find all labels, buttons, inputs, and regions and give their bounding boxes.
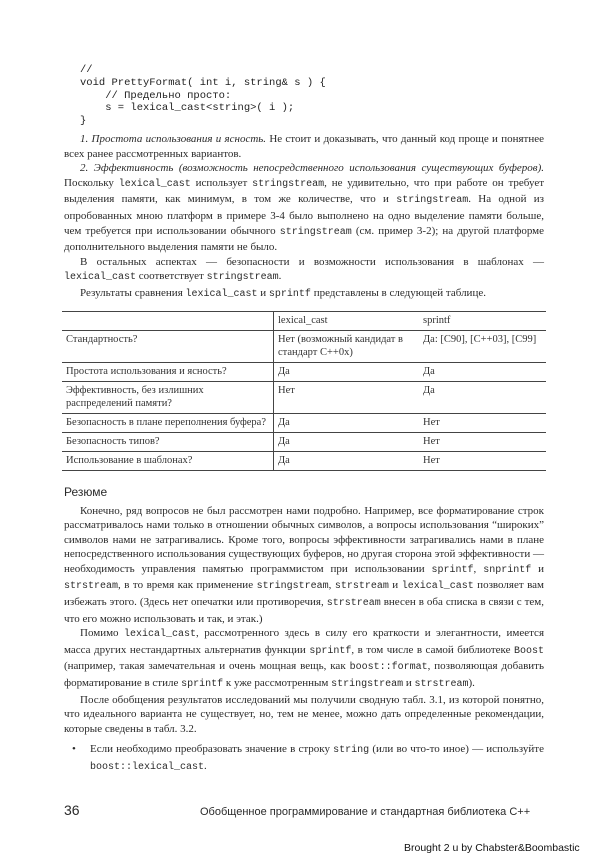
body-text-top — [64, 132, 544, 303]
text: Не стоит и доказывать, что данный код проще и понятнее всех ранее рассмотренных вариантов. — [64, 132, 544, 160]
running-head: Обобщенное программирование и стандартная библиотека C++ — [200, 805, 531, 818]
table-cell: Безопасность в плане переполнения буфера? — [62, 413, 274, 432]
table-row — [62, 451, 546, 470]
text: . На одной из опробованных мною платформ в примере 3-4 было выполнено на одно выделение памяти больше, чем требуется при использовании обычного — [64, 193, 544, 237]
code-term: lexical_cast — [124, 629, 197, 641]
text: , в том числе в самой библиотеке — [351, 643, 514, 656]
text: соответствует — [136, 270, 207, 283]
scan-credit: Brought 2 u by Chabster&Boombastic — [404, 841, 580, 854]
table-cell: Стандартность? — [62, 330, 274, 362]
text: , не удивительно, что при работе он требует выделения памяти, как минимум, в том же количестве, что и — [64, 176, 545, 206]
paragraph-summary-2 — [64, 626, 544, 692]
run-in-heading: 2. Эффективность (возможность непосредственного использования существующих буферов). — [80, 162, 544, 175]
text: , позволяющая добавить форматирование в стиле — [64, 660, 544, 690]
table-cell: Использование в шаблонах? — [62, 451, 274, 470]
table-cell: Да — [274, 432, 420, 451]
code-term: stringstream — [206, 272, 279, 284]
code-term: stringstream — [331, 679, 404, 691]
code-term: lexical_cast — [401, 581, 474, 593]
table-cell: Нет (возможный кандидат в стандарт C++0x) — [274, 330, 420, 362]
table-cell: Да — [419, 362, 546, 381]
bullet-icon: • — [72, 743, 76, 756]
table-cell: Безопасность типов? — [62, 432, 274, 451]
list-item — [72, 742, 544, 775]
code-line: // — [80, 64, 93, 76]
table-cell: Нет — [419, 451, 546, 470]
code-listing — [80, 64, 544, 128]
code-term: stringstream — [396, 195, 469, 207]
text: внесен в оба списка в связи с тем, что его можно использовать и так, и этак.) — [64, 596, 545, 625]
code-line: } — [80, 115, 87, 128]
code-term: lexical_cast — [64, 272, 137, 284]
text: представлены в следующей таблице. — [310, 286, 486, 299]
text: (например, такая замечательная и очень мощная вещь, как — [64, 660, 350, 673]
recommendation-list — [64, 742, 544, 775]
text: . — [204, 760, 207, 773]
text: к уже рассмотренным — [223, 677, 332, 690]
text: и — [403, 677, 415, 690]
table-row — [62, 362, 546, 381]
body-text-summary — [64, 504, 544, 776]
code-line: // Предельно просто: — [80, 89, 232, 102]
paragraph-other-aspects — [64, 255, 544, 286]
code-term: sprintf — [181, 679, 224, 691]
code-term: stringstream — [256, 581, 329, 593]
paragraph-summary-1 — [64, 504, 544, 627]
table-header-row — [62, 311, 546, 330]
paragraph-summary-3: После обобщения результатов исследований мы получили сводную табл. 3.1, из которой понятно, что идеального варианта не существует, но, тем не менее, можно дать определенные рекомендации, которые сведены в табл. 3.2. — [64, 693, 544, 735]
header-cell: sprintf — [419, 311, 546, 330]
code-term: lexical_cast — [185, 288, 258, 300]
code-term: sprintf — [309, 645, 352, 657]
text: использует — [190, 176, 253, 189]
text: . — [278, 270, 282, 283]
text: Поскольку — [64, 176, 119, 189]
paragraph-efficiency — [64, 161, 544, 255]
text: и — [388, 579, 402, 592]
page-footer — [64, 802, 544, 818]
table-row — [62, 381, 546, 413]
table-cell: Да — [274, 451, 420, 470]
text: , — [473, 562, 484, 575]
text: Помимо — [80, 627, 125, 640]
table-cell: Да — [274, 362, 420, 381]
text: и — [257, 286, 269, 299]
code-term: sprintf — [268, 288, 311, 300]
comparison-table — [62, 311, 546, 471]
table-cell: Эффективность, без излишних распределений памяти? — [62, 381, 274, 413]
table-row — [62, 330, 546, 362]
table-cell: Да — [419, 381, 546, 413]
code-term: strstream — [64, 581, 119, 593]
code-term: lexical_cast — [118, 178, 191, 190]
code-term: stringstream — [252, 178, 325, 190]
text: Конечно, ряд вопросов не был рассмотрен нами подробно. Например, все форматирование строк рассматривалось нами только в отношении обычных символов, а вопросы использования “широких” символов нами не затрагивались. Кроме того, вопросы эффективности затрагивались нами в плане непосредственного использования существующих буферов, но другая сторона этой эффективности — необходимость управления памятью программистом при использовании — [64, 504, 544, 575]
table-cell: Нет — [419, 432, 546, 451]
text: и — [531, 562, 544, 575]
code-term: strstream — [334, 581, 389, 593]
header-cell — [62, 311, 274, 330]
table-cell: Нет — [274, 381, 420, 413]
code-line: void PrettyFormat( int i, string& s ) { — [80, 76, 326, 89]
text: (или во что-то иное) — используйте — [369, 743, 544, 756]
page-number: 36 — [64, 801, 80, 818]
run-in-heading: 1. Простота использования и ясность. — [80, 132, 267, 145]
table-cell: Да — [274, 413, 420, 432]
table-row — [62, 432, 546, 451]
table-row — [62, 413, 546, 432]
code-line: s = lexical_cast<string>( i ); — [80, 102, 295, 115]
text: ). — [468, 677, 475, 690]
text: Результаты сравнения — [80, 286, 186, 299]
paragraph-table-intro — [64, 286, 544, 303]
text: В остальных аспектах — безопасности и возможности использования в шаблонах — — [80, 255, 544, 268]
code-term: stringstream — [279, 226, 352, 238]
text: позволяет вам избежать этого. (Здесь нет опечатки или противоречия, — [64, 579, 545, 609]
code-term: strstream — [414, 679, 469, 691]
text: Если необходимо преобразовать значение в строку — [90, 743, 334, 756]
paragraph-simplicity — [64, 132, 544, 161]
header-cell: lexical_cast — [274, 311, 420, 330]
section-heading: Резюме — [64, 484, 108, 499]
code-term: snprintf — [483, 564, 532, 576]
code-term: sprintf — [431, 564, 474, 576]
table-cell: Простота использования и ясность? — [62, 362, 274, 381]
text: , рассмотренного здесь в силу его краткости и элегантности, имеется масса других нестандартных альтернатив функции — [64, 627, 545, 656]
code-term: boost::format — [349, 662, 428, 674]
code-term: Boost — [514, 645, 545, 657]
text: , в то время как применение — [118, 579, 257, 592]
text: , — [328, 579, 335, 592]
table-cell: Да: [C90], [C++03], [C99] — [419, 330, 546, 362]
code-term: boost::lexical_cast — [90, 762, 205, 774]
code-term: string — [333, 745, 370, 757]
text: (см. пример 3-2); на другой платформе дополнительного выделения памяти не было. — [64, 224, 545, 254]
code-term: strstream — [326, 598, 381, 610]
table-cell: Нет — [419, 413, 546, 432]
